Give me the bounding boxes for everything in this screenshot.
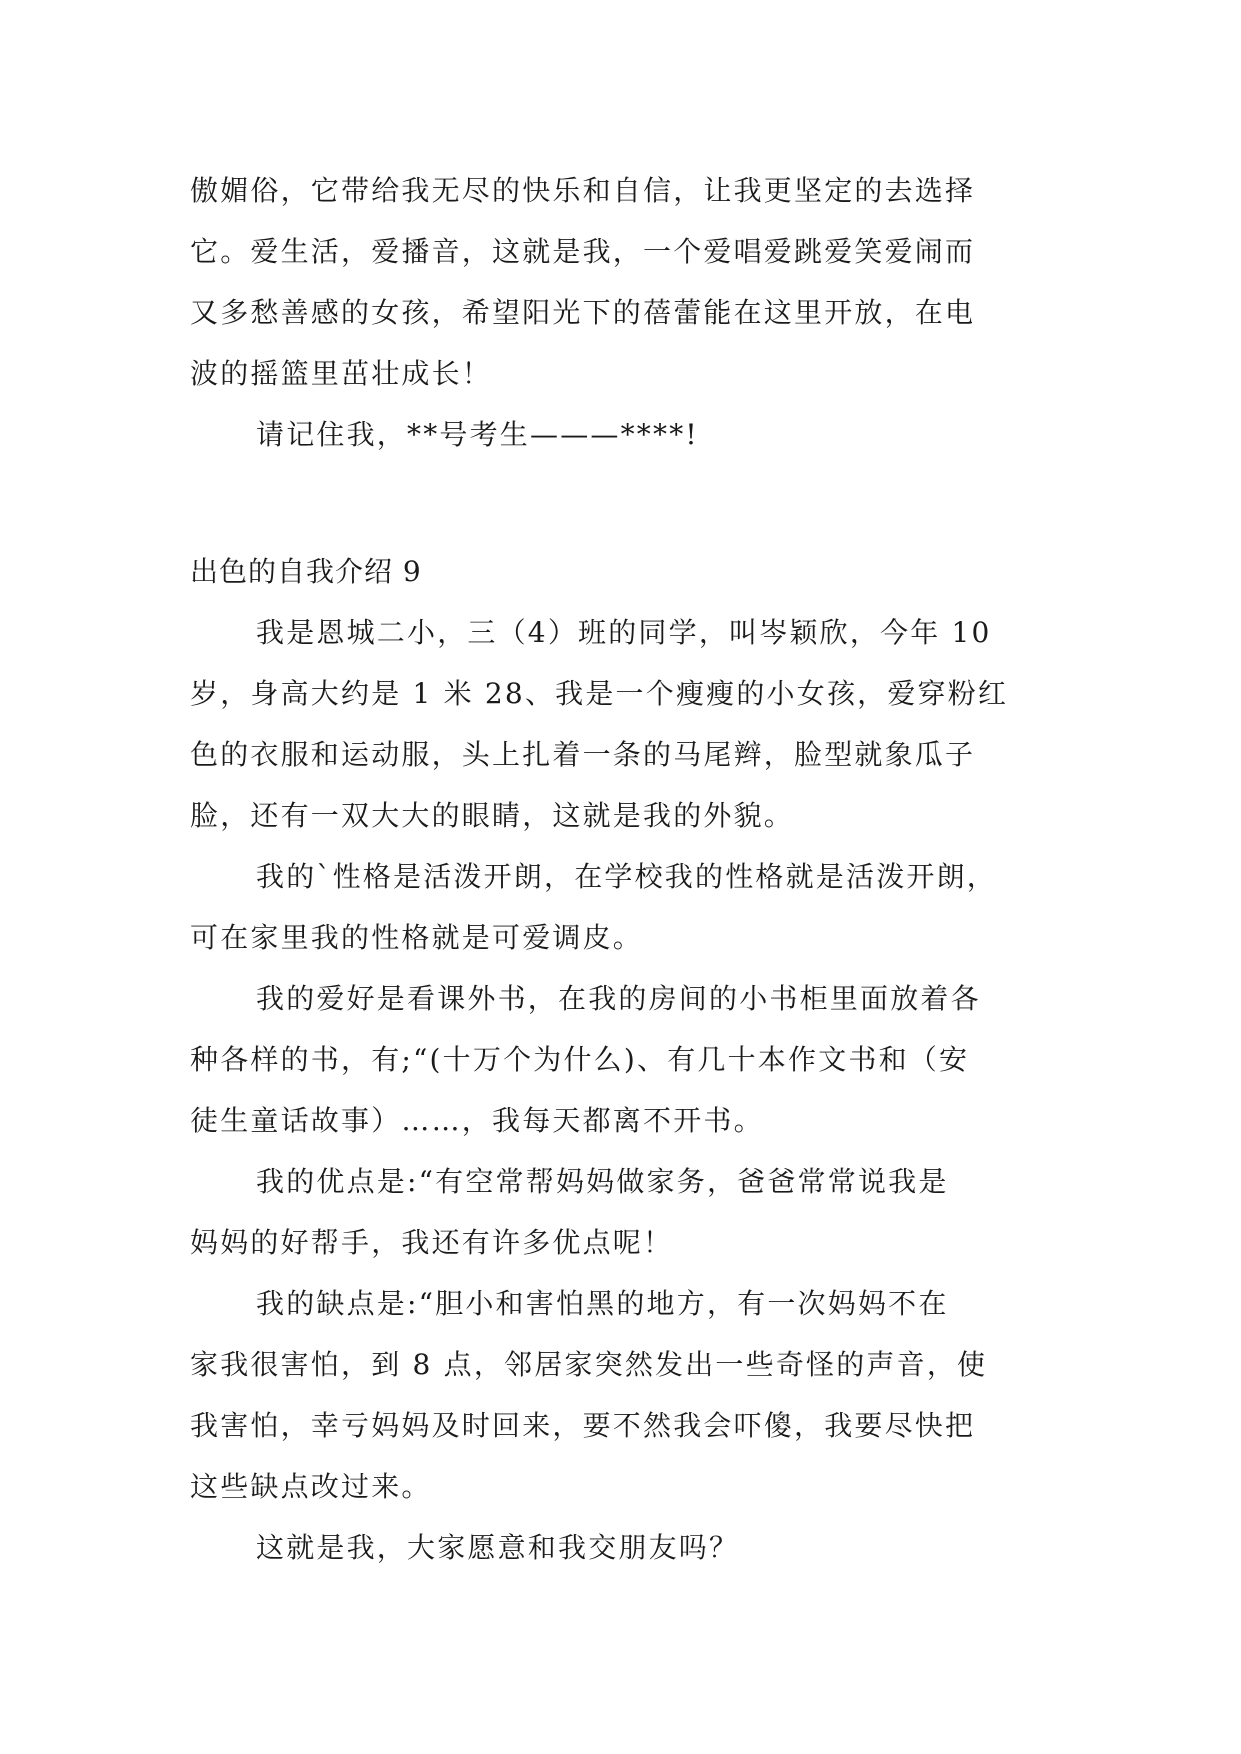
- paragraph-conclusion: [190, 1517, 1060, 1578]
- intro-paragraph: [190, 160, 1060, 404]
- text-line: 我的优点是:“有空常帮妈妈做家务，爸爸常常说我是: [256, 1165, 949, 1198]
- text-line: 这些缺点改过来。: [190, 1470, 432, 1503]
- text-line: 岁，身高大约是 1 米 28、我是一个瘦瘦的小女孩，爱穿粉红: [190, 677, 1009, 710]
- section-heading: 出色的自我介绍 9: [190, 555, 422, 588]
- text-line: 徒生童话故事）……，我每天都离不开书。: [190, 1104, 764, 1137]
- text-line: 家我很害怕，到 8 点，邻居家突然发出一些奇怪的声音，使: [190, 1348, 988, 1381]
- section-gap: [190, 465, 1060, 541]
- paragraph-personality: [190, 846, 1060, 968]
- paragraph-hobbies: [190, 968, 1060, 1151]
- document-body: [190, 160, 1060, 1578]
- paragraph-strengths: [190, 1151, 1060, 1273]
- text-line: 我的缺点是:“胆小和害怕黑的地方，有一次妈妈不在: [256, 1287, 949, 1320]
- text-line: 我的`性格是活泼开朗，在学校我的性格就是活泼开朗，: [256, 860, 998, 893]
- text-line: 傲媚俗，它带给我无尽的快乐和自信，让我更坚定的去选择: [190, 174, 976, 207]
- text-line: 可在家里我的性格就是可爱调皮。: [190, 921, 644, 954]
- text-line: 波的摇篮里茁壮成长！: [190, 357, 493, 390]
- text-line: 它。爱生活，爱播音，这就是我，一个爱唱爱跳爱笑爱闹而: [190, 235, 976, 268]
- text-line: 我的爱好是看课外书，在我的房间的小书柜里面放着各: [256, 982, 981, 1015]
- text-line: 这就是我，大家愿意和我交朋友吗？: [256, 1531, 740, 1564]
- text-line: 我害怕，幸亏妈妈及时回来，要不然我会吓傻，我要尽快把: [190, 1409, 976, 1442]
- text-line: 又多愁善感的女孩，希望阳光下的蓓蕾能在这里开放，在电: [190, 296, 976, 329]
- text-line: 妈妈的好帮手，我还有许多优点呢！: [190, 1226, 674, 1259]
- text-line: 种各样的书，有;“(十万个为什么)、有几十本作文书和（安: [190, 1043, 970, 1076]
- text-line: 脸，还有一双大大的眼睛，这就是我的外貌。: [190, 799, 795, 832]
- text-line: 色的衣服和运动服，头上扎着一条的马尾辫，脸型就象瓜子: [190, 738, 976, 771]
- closing-line: 请记住我，**号考生———****!: [256, 418, 699, 451]
- paragraph-weaknesses: [190, 1273, 1060, 1517]
- text-line: 我是恩城二小，三（4）班的同学，叫岑颖欣，今年 10: [256, 616, 992, 649]
- paragraph-appearance: [190, 602, 1060, 846]
